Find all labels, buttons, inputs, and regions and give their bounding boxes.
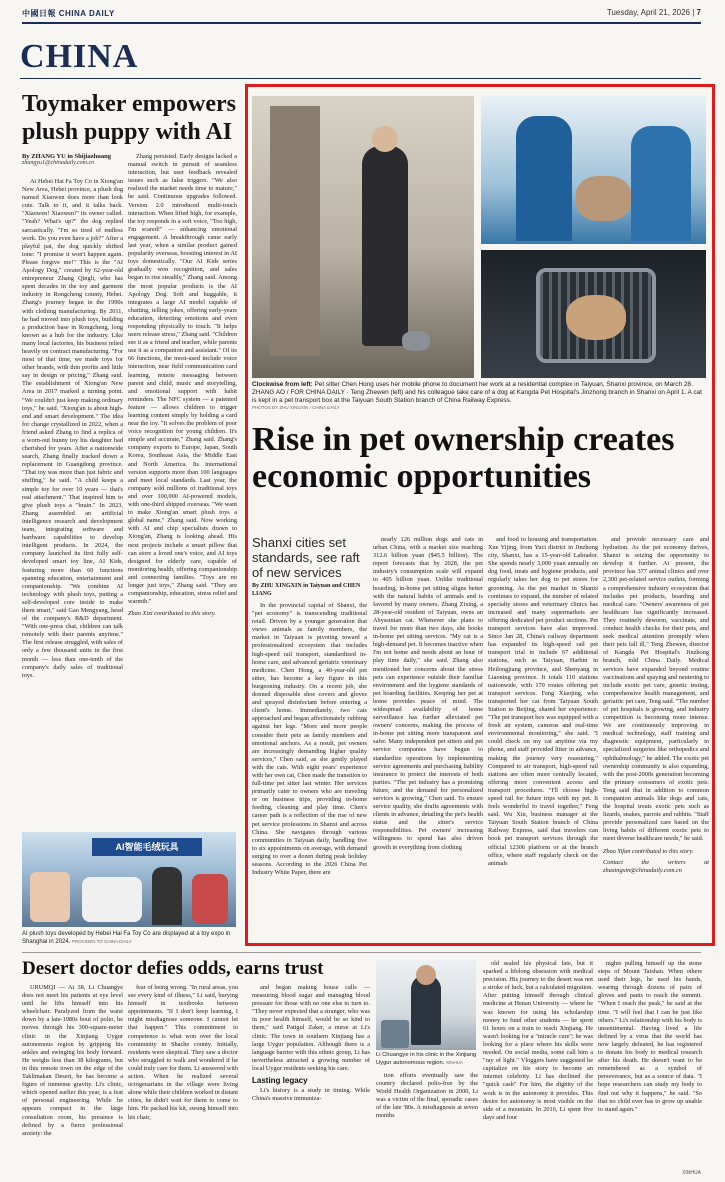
masthead-logo: 中國日報 CHINA DAILY <box>22 9 115 18</box>
doctor-caption-credit: XINHUA <box>445 1059 463 1065</box>
doctor-col1-text: URUMQI — At 38, Li Chuangye does not meet his patients at eye level until he lifts himself into his wheelchair. Paralyzed from the waist down by a late-1980s bout of polio, he moves through his 300-square-meter clinic in the Xinjiang Uygur autonomous region by gripping his ankles and swinging his body forward. He weighs less than 38 kilograms, but in this remote town on the edge of the Taklimakan Desert, he has become a figure of immense gravity. Li's clinic, which opened earlier this year, is a feat of personal engineering. While he appears compact in the large consultation room, his presence is defined by a fierce professional anxiety: the <box>22 984 123 1137</box>
toy-photo-caption <box>22 930 238 946</box>
toy-caption-text: AI plush toys developed by Hebei Hai Fa Toy Co are displayed at a toy expo in Shanghai in 2024. <box>22 931 231 945</box>
doctor-column-2 <box>128 984 238 1172</box>
doctor-column-1 <box>22 984 123 1172</box>
pet-column-1 <box>252 602 367 940</box>
vet-figure-right <box>631 126 691 241</box>
pet-col4-text: and provide necessary care and hydration. As the pet economy thrives, Shanxi is seizing the opportunity to develop it further. At present, the province has 377 animal clinics and over 2,300 pet-related service outlets, forming a comprehensive industry ecosystem that includes pet products, boarding and medical care. "Owners' awareness of pet healthcare has significantly increased. They routinely deworm, vaccinate, and conduct health checks for their pets, and seek medical attention promptly when their pets fall ill," Teng Zhewen, director of Kangda Pet Hospital's Jinzhong branch, told China Daily. Medical services have expanded beyond routine vaccinations and spaying and neutering to include exotic pet care, genetic testing, comprehensive health management, and geriatric pet care, Teng said. "The number of pet hospitals is growing, and industry competition is becoming more intense. We are continuously improving in medical technology, staff training and diagnostic equipment, particularly in specialized surgeries like orthopedics and ophthalmology," he added. The exotic pet ownership community is also expanding, with the post-2000s generation becoming the primary consumers of exotic pets. Teng said that in addition to common companion animals like dogs and cats, the hospital treats exotic pets such as lizards, snakes, parrots and rabbits. "Staff provide personalized care based on the living habits of different exotic pets to meet diverse healthcare needs," he said. <box>603 536 709 843</box>
doctor-photo-caption <box>376 1052 478 1067</box>
pet-hospital-photo <box>481 96 706 244</box>
doctor-figure <box>411 975 441 1045</box>
toy-email: zhangyu1@chinadaily.com.cn <box>22 160 95 166</box>
header-rule <box>22 22 701 24</box>
pet-sitter-photo <box>252 96 474 378</box>
cat-in-box-shape <box>566 295 626 340</box>
doctor-col5-text: old sealed his physical fate, but it sparked a lifelong obsession with medical precision. His journey to the desert was not a stroke of luck, but a calculated migration. After putting himself through clinical medicine at Henan University — where he was known for using his scholarship money to fund other students — he spent 61 hours on a train to reach Xinjiang. He wasn't looking for a "miracle cure"; he was looking for a place where his skills were needed. On social media, some call him a "ray of light." Vloggers have suggested he capitalize on his story to become an internet celebrity. Li has declined the "quick cash" For him, the dignity of the work is in the autonomy it provides. This desire for autonomy is most visible on the side of a mountain. In 2016, Li spent five days and four <box>483 960 593 1121</box>
display-stand-shape <box>82 877 142 922</box>
toy-col1-text: At Hebei Hai Fa Toy Co in Xiong'an New Area, Hebei province, a plush dog named Xiaowen does more than look cute. Talk to it, and it talks back. "Xiaowen! Xiaowen!" its owner called. "Yeah? What's up?" the dog replied sarcastically. "I'm so tired of endless work. Do you even have a job?" After a playful pat, the dog quickly shifted tone: "I promise it won't happen again. Please forgive me!" This is the "AI Apology Dog," created by 62-year-old entrepreneur Zhang Qingli, who has spent decades in the toy and garment industry in Rongcheng county, Hebei. Zhang's journey began in the 1990s with clothing manufacturing. By 2011, he had moved into plush toys, building a production base in Rongcheng, long known as a hub for the industry. Like many local factories, his business relied heavily on contract manufacturing. "For most of that time, we made toys for other brands, with thin profits and little say in design or pricing," Zhang said. The establishment of Xiong'an New Area in 2017 marked a turning point. "We couldn't just keep making ordinary toys," he said. "Xiong'an is about high-end and smart development." The idea for change crystallized in 2022, when a friend asked Zhang to find a replica of a worn-out bunny toy his daughter had cherished for years. After a nationwide search, Zhang finally tracked down a replacement in Guangdong province. "That toy was more than just fabric and stuffing," he said. "A child keeps a simple toy for over 10 years — that's real attachment." That inspired him to give plush toys a "brain." In 2023, Zhang assembled an artificial intelligence research and development team, integrating software and hardware capabilities to develop intelligent products. In 2024, the company launched its first fully self-developed smart toy line, AI Kids, featuring more than 60 functions spanning education, entertainment and companionship. "We combine AI technology with plush toys, putting a self-developed core inside to make them smart," said Gao Mengyang, head of the company's R&D department. "With one-press chat, children can talk remotely with their parents anytime." The first release struggled, with sales of only a few thousand units in the first month — less than one-tenth of the company's daily sales of traditional toys. <box>22 178 123 679</box>
dog-shape <box>576 176 631 221</box>
bottom-story-rule <box>22 952 701 953</box>
toy-byline: By ZHANG YU in Shijiazhuang <box>22 153 111 160</box>
pet-sitter-head <box>372 126 398 152</box>
plush-toy-shape <box>30 872 70 922</box>
toy-byline-block <box>22 153 122 166</box>
pet-contact: Contact the writers at zhuxingxin@chinadaily.com.cn <box>603 858 709 874</box>
doctor-column-4 <box>376 1072 478 1172</box>
doctor-column-5 <box>483 960 593 1172</box>
pet-photo-credit: PHOTOS BY ZHU XINGXIN / CHINA DAILY <box>252 405 340 410</box>
doctor-column-3 <box>252 984 370 1172</box>
toy-contributor: Zhao Xixi contributed to this story. <box>128 610 216 618</box>
pet-deck: Shanxi cities set standards, see raft of new services <box>252 535 360 580</box>
toy-col2-text: Zhang persisted. Early designs lacked a manual switch in pursuit of seamless interaction, but user feedback revealed issues such as false triggers. "We also realized the market needs time to mature," he said. Continuous upgrades followed. Version 2.0 introduced multi-touch interaction. When lifted high, for example, the toy responds in a soft voice, "Too high, I'm scared!" — enhancing emotional engagement. A breakthrough came early last year, when a similar product gained popularity overseas, boosting interest in AI toys domestically. "Our AI Kids series gradually won recognition, and sales began to rise steadily," Zhang said. Among the most popular products is the AI Apology Dog. Soft and huggable, it integrates a large AI model capable of chatting, telling jokes, offering early-years education, detecting emotions and even responding physically to touch. "It helps users release stress," Zhang said. "Children see it as a friend and teacher, while parents use it as a companion and assistant." Of its 66 functions, the most-used include voice interaction, near field communication card learning, remote messaging between parent and child, music and storytelling, and emotional support with habit reminders. The NFC system — a patented feature — allows children to trigger learning content simply by holding a card near the toy. "It solves the problem of poor voice recognition for young children. It's simple and accurate," Zhang said. Zhang's company exports to Europe, Japan, South Korea, Southeast Asia, the Middle East and North America. Its international version supports more than 100 languages and meet local standards. Last year, the company sold millions of traditional toys and over 100,000 AI-powered models, with one-third shipped overseas. "We want to make Xiong'an smart plush toys a global name," Zhang said. Now working with AI and chip specialists drawn to Xiong'an, Zhang is looking ahead. His next projects include a smart pillow that can store a loved one's voice, and AI toys designed for elderly care, capable of monitoring health, offering companionship and connecting families. "Toys are no longer just toys," Zhang said. "They are companionship, education, stress relief and warmth." <box>128 153 237 606</box>
pet-photo-caption <box>252 381 708 410</box>
pet-col3-text: and food to housing and transportation. Xue Yijing, from Yuci district in Jinzhong city, Shanxi, has a 15-year-old Labrador. She spends nearly 3,000 yuan annually on dog food, treats and hygiene products, and regularly takes her dog to pet stores for grooming. As the pet market in Shanxi continues to expand, the number of related specialty stores and veterinary clinics has increased and many supermarkets are offering dedicated pet product sections. Pet transport services have also improved. Since Jan 28, China's railway department has expanded its high-speed rail pet transport trial to include 67 additional stations, such as Taiyuan, Harbin in Heilongjiang province, and Shenyang in Liaoning province. It totals 110 stations nationwide, with 170 routes offering pet transport services. Feng Xiaojing, who transported her cat from Taiyuan South Station to Beijing, shared her experience: "The pet transport box was equipped with a fresh air system, cameras and real-time environmental monitoring," she said. "I could check on my cat anytime via my phone, and staff provided litter in advance, making the journey very reassuring." Compared to air transport, high-speed rail stations are often more centrally located, offering more convenient access and transport procedures. "I'll choose high-speed rail for future trips with my pet. It feels wonderful to travel together," Feng said. Wu Xin, business manager at the Taiyuan South Station branch of China Railway Express, said that travelers can book pet transport services through the official 12306 platform or at the branch office, where staff regularly check on the animals <box>488 536 598 867</box>
cat-transport-box-photo <box>481 250 706 378</box>
plush-toy-shape-2 <box>192 874 228 924</box>
doctor-col4-text: tion efforts eventually saw the country declared polio-free by the World Health Organization in 2000, Li was a victim of the final, sporadic cases of the late '80s. A misdiagnosis at seven months <box>376 1072 478 1120</box>
pet-col2-text: nearly 126 million dogs and cats in urban China, with a market size reaching 312.6 billion yuan ($45.5 billion). The report forecasts that by 2028, the pet industry's consumption scale will expand to 405 billion yuan. Unlike traditional boarding, in-home pet sitting aligns better with the natural habits of animals and is favored by many owners. Zhang Zixing, a 28-year-old resident of Taiyuan, owns an Abyssinian cat. Whenever she plans to travel for more than two days, she books in-home pet sitting services. "My cat is a high-demand pet. It becomes inactive when I'm not home and needs about an hour of play time daily," she said. Zhang also mentioned her concerns about the stress pets can experience outside their familiar environment and the hygiene standards of pet boarding facilities. Keeping her pet at home provides peace of mind. The widespread availability of home surveillance has further alleviated pet owners' concerns, making the process of in-home pet sitting more transparent and safer. Many independent pet sitters and pet service companies have begun to standardize operations by implementing service agreements and purchasing liability insurance to protect the interests of both parties. "The pet industry has a promising future, and the demand for personalized services is growing," Chen said. To ensure service quality, she drafts agreements with clients in advance, detailing the pet's health status and the sitter's service responsibilities. Pet owners' increasing willingness to spend has also driven growth in everything from clothing <box>373 536 483 851</box>
pet-contributor: Zhao Yifan contributed to this story. <box>603 847 694 855</box>
clinic-cabinet <box>381 1020 409 1048</box>
toy-caption-credit: PROVIDED TO CHINA DAILY <box>72 939 132 944</box>
doctor-column-6 <box>598 960 702 1165</box>
pet-col1-text: In the provincial capital of Shanxi, the "pet economy" is transcending traditional retail. Driven by a younger generation that views animals as family members, the market in Taiyuan is pivoting toward a professionalized ecosystem that includes high-speed rail transport, standardized in-home care, and advanced geriatric veterinary medicine. Chen Hong, a 40-year-old pet sitter, has become a key figure in this burgeoning industry. On a recent job, she donned disposable shoe covers and gloves and sprayed disinfectant before entering a client's home. Immediately, two cats approached and began affectionately rubbing against her legs. "More and more people consider their pets as family members and emotional anchors. As a result, pet owners are increasingly demanding higher quality services," Chen said, as she gently played with the cats. With eight years' experience with her own cat, Chen made the transition to full-time pet sitter last winter. Her services primarily cater to owners who are traveling or on business trips, providing in-home feeding, cleaning and play time. Chen's career path is a reflection of the rise of new pet service professions in Shanxi and across China. She navigates through various communities in Taiyuan daily, handling five to six appointments on average, with demand surging to over a dozen during peak holiday seasons. According to the 2026 China Pet Industry White Paper, there are <box>252 602 367 877</box>
toy-column-2 <box>128 153 237 830</box>
doctor-agency: XINHUA <box>682 1170 701 1176</box>
pet-headline: Rise in pet ownership creates economic opportunities <box>252 421 675 495</box>
doctor-photo <box>376 960 476 1050</box>
expo-banner: AI智能毛绒玩具 <box>92 838 202 856</box>
page-separator: | <box>692 8 697 17</box>
doctor-col3-text: and began making house calls — measuring blood sugar and managing blood pressure for those with no one else to turn to. "They never expected that a stranger, who was in poor health himself, would be so kind to them," said Patigul Zaker, a nurse at Li's clinic. The town in southern Xinjiang has a large Uygur population. Although there is a language barrier with this ethnic group, Li has nevertheless attracted a growing number of local Uygur residents seeking his care. <box>252 984 370 1072</box>
pet-column-3 <box>488 536 598 940</box>
section-rule <box>20 78 701 79</box>
page-date <box>607 8 701 17</box>
pet-caption-lead: Clockwise from left: <box>252 381 313 388</box>
section-title: CHINA <box>20 38 139 75</box>
pet-sitter-figure <box>362 146 408 346</box>
doctor-col3b-text: Li's history is a study in timing. While China's massive immuniza- <box>252 1087 370 1103</box>
doctor-subhead: Lasting legacy <box>252 1076 308 1086</box>
date-text: Tuesday, April 21, 2026 <box>606 8 690 17</box>
visitor-silhouette <box>152 867 182 925</box>
doctor-col6-text: nights pulling himself up the stone steps of Mount Taishan. When others used their legs, he used his hands, wearing through dozens of pairs of gloves and pants to reach the summit. "When I reach the peak," he said at the time. "I will feel that I can be just like others." Li's relationship with his body is unsentimental. Having lived a life defined by a virus that the world has now largely defeated, he has registered to donate his body to medical research after his death. He doesn't want to be remembered as a symbol of perseverance, but as a source of data. "I hope researchers can study my body to find out why it happens," he said. "So that no child ever has to grow up unable to stand again." <box>598 960 702 1113</box>
doctor-col2-text: fear of being wrong. "In rural areas, you see every kind of illness," Li said, burying himself in textbooks between appointments. "If I don't keep learning, I might misdiagnose someone. I cannot let that happen." This commitment to competence is what won over the local community in Shache county. Initially, residents were skeptical. They saw a doctor who struggled to walk and wondered if he could truly care for them. Li answered with action. When he realized several octogenarians in the village were living alone while their children worked in distant cities, he didn't wait for them to come to him. He packed his kit, swung himself into his chair, <box>128 984 238 1121</box>
toy-headline: Toymaker empowers plush puppy with AI <box>22 91 236 145</box>
pet-caption-text: Pet sitter Chen Hong uses her mobile phone to document her work at a residential complex in Taiyuan, Shanxi province, on March 28. ZHANG AO / FOR CHINA DAILY · Teng Zhewen (left) and his colleague take care of a dog at Kangda Pet Hospital's Jinzhong branch in Shanxi on April 1. A cat is kept in a pet transport box at the Taiyuan South Station branch of China Railway Express. <box>252 381 702 404</box>
doctor-head <box>416 965 436 985</box>
pet-column-2 <box>373 536 483 940</box>
doctor-headline: Desert doctor defies odds, earns trust <box>22 958 324 979</box>
doctor-caption-text: Li Chuangye in his clinic in the Xinjiang Uygur autonomous region. <box>376 1052 477 1066</box>
cat-shape <box>402 331 430 351</box>
pet-column-4 <box>603 536 709 940</box>
page-number: 7 <box>696 8 701 17</box>
vet-figure-left <box>516 116 572 241</box>
door-frame-shape <box>270 106 320 356</box>
pet-byline: By ZHU XINGXIN in Taiyuan and CHEN LIANG <box>252 583 361 597</box>
toy-expo-photo <box>22 832 236 927</box>
toy-column-1 <box>22 178 123 830</box>
